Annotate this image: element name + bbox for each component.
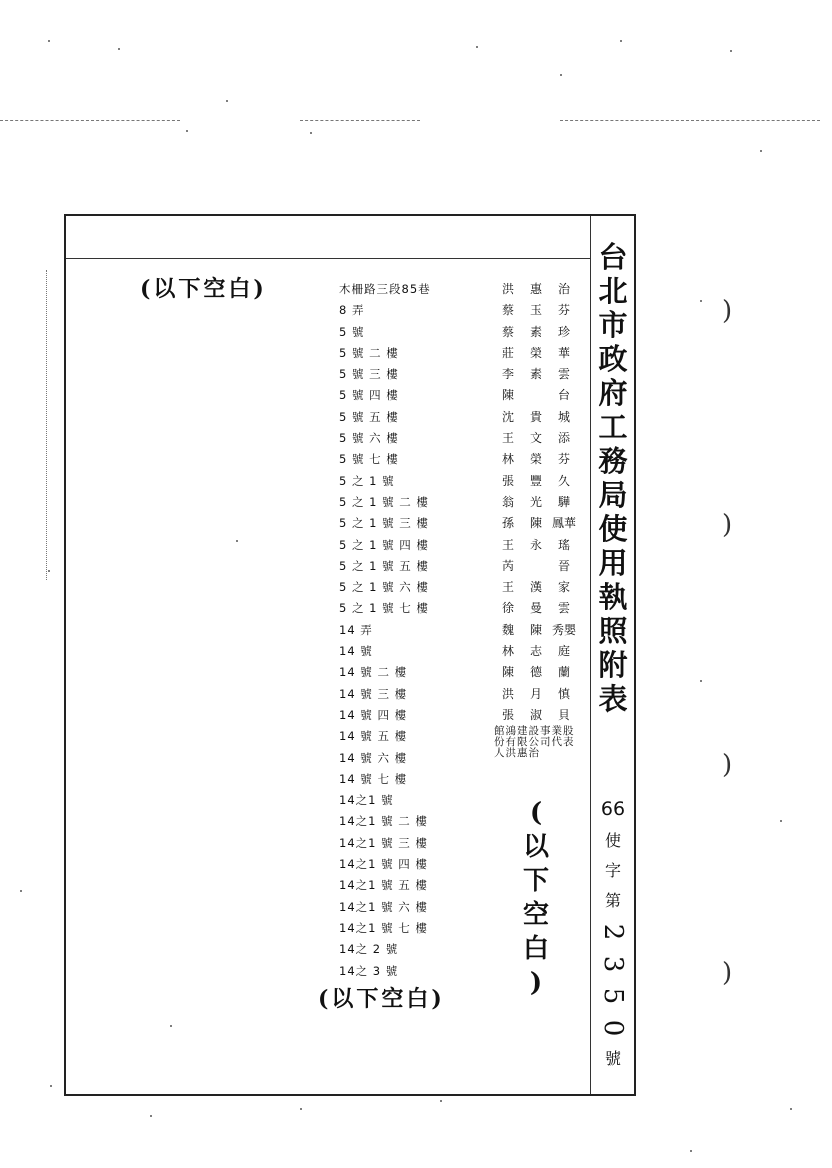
owner-name-row bbox=[494, 684, 578, 705]
permit-char: 字 bbox=[604, 861, 621, 880]
blank-char: 以 bbox=[522, 832, 549, 862]
name-char: 久 bbox=[557, 473, 570, 488]
scan-speck bbox=[560, 74, 562, 76]
address-row: 木柵路三段85巷 bbox=[339, 282, 431, 296]
scan-speck bbox=[118, 48, 120, 50]
scan-speck bbox=[700, 680, 702, 682]
name-char: 沈 bbox=[501, 409, 514, 424]
name-char: 蔡 bbox=[501, 324, 514, 339]
scan-speck bbox=[620, 40, 622, 42]
owner-name-row bbox=[494, 343, 578, 364]
name-char: 玉 bbox=[529, 303, 542, 318]
name-char: 驊 bbox=[557, 494, 570, 509]
title-char: 使 bbox=[598, 512, 628, 546]
address-row: 5 之 1 號 七 樓 bbox=[339, 601, 429, 616]
title-char: 政 bbox=[598, 342, 628, 376]
name-char: 鳳華 bbox=[551, 516, 576, 531]
title-char: 台 bbox=[598, 240, 628, 274]
owner-name-row bbox=[494, 513, 578, 534]
blank-char: 下 bbox=[522, 866, 549, 896]
name-char: 惠 bbox=[529, 282, 542, 296]
margin-mark: ) bbox=[722, 296, 733, 326]
title-column-rule bbox=[590, 216, 591, 1094]
name-char: 台 bbox=[557, 388, 570, 403]
name-char: 陳 bbox=[529, 516, 542, 531]
name-char: 林 bbox=[501, 452, 514, 467]
owner-name-row bbox=[494, 641, 578, 662]
name-char: 家 bbox=[557, 580, 570, 595]
blank-char: 空 bbox=[522, 900, 549, 930]
name-char: 曼 bbox=[529, 601, 542, 616]
name-char: 雲 bbox=[557, 367, 570, 382]
frame-top-rule bbox=[66, 258, 590, 259]
scan-speck bbox=[780, 820, 782, 822]
name-char: 華 bbox=[557, 345, 570, 360]
name-char: 張 bbox=[501, 473, 514, 488]
name-char: 林 bbox=[501, 644, 514, 659]
title-char: 市 bbox=[598, 308, 628, 342]
name-char: 豐 bbox=[529, 473, 542, 488]
name-char: 慎 bbox=[557, 686, 570, 701]
document-title bbox=[594, 240, 632, 716]
scan-speck bbox=[48, 40, 50, 42]
permit-char: 第 bbox=[604, 891, 621, 910]
title-char: 北 bbox=[598, 274, 628, 308]
address-row: 5 之 1 號 四 樓 bbox=[339, 537, 429, 552]
blank-char: 白 bbox=[522, 934, 549, 964]
name-char: 榮 bbox=[529, 452, 542, 467]
address-row: 14 號 三 樓 bbox=[339, 686, 408, 701]
scan-speck bbox=[236, 540, 238, 542]
name-char: 芬 bbox=[557, 452, 570, 467]
name-char: 王 bbox=[501, 580, 514, 595]
scan-speck bbox=[310, 132, 312, 134]
name-char: 添 bbox=[557, 431, 570, 446]
name-char: 蘭 bbox=[557, 665, 570, 680]
owner-name-row bbox=[494, 322, 578, 343]
permit-digit: 2 bbox=[598, 923, 628, 941]
name-char: 文 bbox=[529, 431, 542, 446]
margin-mark: ) bbox=[722, 510, 733, 540]
title-char: 務 bbox=[598, 444, 628, 478]
permit-digit: 0 bbox=[598, 1019, 628, 1037]
address-row: 14之1 號 五 樓 bbox=[339, 878, 428, 893]
owner-name-row bbox=[494, 577, 578, 598]
scan-speck bbox=[150, 1115, 152, 1117]
company-representative: 館鴻建設事業股份有限公司代表人洪惠治 bbox=[494, 725, 575, 760]
name-char: 李 bbox=[501, 367, 514, 382]
title-char: 執 bbox=[598, 580, 628, 614]
scan-speck bbox=[48, 570, 50, 572]
name-char: 張 bbox=[501, 707, 514, 722]
blank-stamp-top: (以下空白) bbox=[140, 276, 267, 302]
blank-char: ) bbox=[529, 968, 543, 998]
permit-year: 66 bbox=[600, 798, 626, 820]
title-char: 用 bbox=[598, 546, 628, 580]
permit-digit: 5 bbox=[598, 987, 628, 1005]
owner-name-list bbox=[494, 279, 578, 768]
owner-name-row bbox=[494, 449, 578, 470]
name-char: 志 bbox=[529, 644, 542, 659]
scan-speck bbox=[476, 46, 478, 48]
name-char: 陳 bbox=[529, 622, 542, 637]
address-row: 5 號 六 樓 bbox=[339, 431, 399, 446]
blank-char: ( bbox=[529, 798, 543, 828]
scan-speck bbox=[300, 1108, 302, 1110]
scan-speck bbox=[186, 130, 188, 132]
name-char: 素 bbox=[529, 324, 542, 339]
name-char: 庭 bbox=[557, 644, 570, 659]
name-char: 淑 bbox=[529, 707, 542, 722]
address-row: 5 號 二 樓 bbox=[339, 345, 399, 360]
owner-name-row bbox=[494, 364, 578, 385]
name-char: 貴 bbox=[529, 409, 542, 424]
address-row: 5 號 四 樓 bbox=[339, 388, 399, 403]
name-char: 莊 bbox=[501, 345, 514, 360]
owner-name-row bbox=[494, 620, 578, 641]
address-row: 14之1 號 七 樓 bbox=[339, 920, 428, 935]
owner-name-row bbox=[494, 407, 578, 428]
owner-name-row bbox=[494, 556, 578, 577]
scan-speck bbox=[790, 1108, 792, 1110]
name-char: 素 bbox=[529, 367, 542, 382]
blank-stamp-vertical bbox=[519, 796, 553, 1000]
address-row: 5 之 1 號 五 樓 bbox=[339, 558, 429, 573]
permit-suffix: 號 bbox=[604, 1049, 621, 1068]
permit-digit: 3 bbox=[598, 955, 628, 973]
name-char: 孫 bbox=[501, 516, 514, 531]
name-char: 漢 bbox=[529, 580, 542, 595]
address-row: 14之 3 號 bbox=[339, 963, 399, 978]
title-char: 表 bbox=[598, 682, 628, 716]
permit-char: 使 bbox=[604, 831, 621, 850]
name-char: 晉 bbox=[557, 558, 570, 573]
address-row: 5 之 1 號 二 樓 bbox=[339, 494, 429, 509]
owner-name-row bbox=[494, 662, 578, 683]
name-char: 蔡 bbox=[501, 303, 514, 318]
name-char: 雲 bbox=[557, 601, 570, 616]
address-row: 5 之 1 號 六 樓 bbox=[339, 580, 429, 595]
scan-noise-line bbox=[560, 120, 820, 121]
owner-name-row bbox=[494, 428, 578, 449]
scan-speck bbox=[226, 100, 228, 102]
name-char: 陳 bbox=[501, 388, 514, 403]
scan-speck bbox=[170, 1025, 172, 1027]
address-list bbox=[339, 279, 489, 982]
name-char: 德 bbox=[529, 665, 542, 680]
name-char: 洪 bbox=[501, 282, 514, 296]
name-char: 月 bbox=[529, 686, 542, 701]
address-row: 14 號 七 樓 bbox=[339, 771, 408, 786]
address-row: 14之1 號 三 樓 bbox=[339, 835, 428, 850]
name-char: 芮 bbox=[501, 558, 514, 573]
title-char: 局 bbox=[598, 478, 628, 512]
address-row: 14 號 六 樓 bbox=[339, 750, 408, 765]
address-row: 14之1 號 四 樓 bbox=[339, 857, 428, 872]
name-char: 瑤 bbox=[557, 537, 570, 552]
owner-name-row bbox=[494, 598, 578, 619]
address-row: 14 號 bbox=[339, 644, 373, 659]
address-row: 14 號 二 樓 bbox=[339, 665, 408, 680]
owner-name-row bbox=[494, 471, 578, 492]
scan-speck bbox=[20, 890, 22, 892]
owner-name-row bbox=[494, 492, 578, 513]
address-row: 5 號 bbox=[339, 324, 365, 339]
address-row: 5 號 七 樓 bbox=[339, 452, 399, 467]
name-char: 秀嬰 bbox=[551, 622, 576, 637]
binding-edge-marks bbox=[0, 270, 47, 580]
owner-name-row bbox=[494, 385, 578, 406]
owner-name-row bbox=[494, 705, 578, 726]
name-char: 永 bbox=[529, 537, 542, 552]
owner-name-row bbox=[494, 535, 578, 556]
address-row: 14之1 號 bbox=[339, 793, 394, 808]
owner-name-row bbox=[494, 279, 578, 300]
name-char: 光 bbox=[529, 494, 542, 509]
scan-speck bbox=[440, 1100, 442, 1102]
scan-noise-line bbox=[0, 120, 180, 121]
address-row: 8 弄 bbox=[339, 303, 365, 318]
name-char: 魏 bbox=[501, 622, 514, 637]
scan-speck bbox=[760, 150, 762, 152]
name-char: 芬 bbox=[557, 303, 570, 318]
name-char: 陳 bbox=[501, 665, 514, 680]
name-char: 翁 bbox=[501, 494, 514, 509]
name-char: 貝 bbox=[557, 707, 570, 722]
address-row: 14之1 號 六 樓 bbox=[339, 899, 428, 914]
address-row: 14之 2 號 bbox=[339, 942, 399, 957]
blank-stamp-bottom: (以下空白) bbox=[318, 986, 445, 1012]
address-row: 5 之 1 號 bbox=[339, 473, 395, 488]
name-char: 珍 bbox=[557, 324, 570, 339]
scan-speck bbox=[700, 300, 702, 302]
scan-speck bbox=[730, 50, 732, 52]
name-char: 治 bbox=[557, 282, 570, 296]
title-char: 府 bbox=[598, 376, 628, 410]
permit-number bbox=[594, 798, 632, 1074]
address-row: 14 號 四 樓 bbox=[339, 707, 408, 722]
name-char: 洪 bbox=[501, 686, 514, 701]
title-char: 工 bbox=[598, 410, 628, 444]
margin-mark: ) bbox=[722, 958, 733, 988]
name-char: 榮 bbox=[529, 345, 542, 360]
scan-speck bbox=[690, 1150, 692, 1152]
title-char: 附 bbox=[598, 648, 628, 682]
name-char: 王 bbox=[501, 537, 514, 552]
owner-name-row bbox=[494, 300, 578, 321]
margin-mark: ) bbox=[722, 750, 733, 780]
scan-speck bbox=[50, 1085, 52, 1087]
name-char: 城 bbox=[557, 409, 570, 424]
address-row: 5 號 三 樓 bbox=[339, 367, 399, 382]
title-char: 照 bbox=[598, 614, 628, 648]
scan-noise-line bbox=[300, 120, 420, 121]
address-row: 5 之 1 號 三 樓 bbox=[339, 516, 429, 531]
address-row: 14 號 五 樓 bbox=[339, 729, 408, 744]
address-row: 5 號 五 樓 bbox=[339, 409, 399, 424]
name-char: 王 bbox=[501, 431, 514, 446]
address-row: 14之1 號 二 樓 bbox=[339, 814, 428, 829]
name-char: 徐 bbox=[501, 601, 514, 616]
address-row: 14 弄 bbox=[339, 622, 373, 637]
